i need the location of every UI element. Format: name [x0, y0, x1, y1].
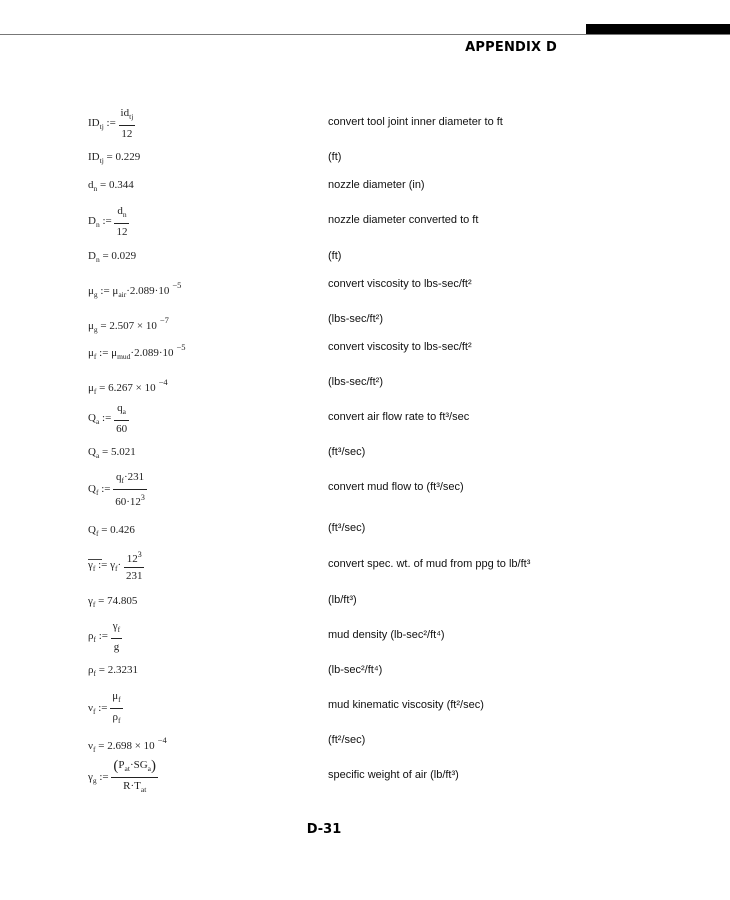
row-description: convert spec. wt. of mud from ppg to lb/ft³ — [328, 558, 531, 570]
equation-mu-f-def: $\mu_f$ := $\mu_{mud}\cdot 2.089\cdot 10$ $^{-5}$ — [88, 342, 186, 361]
header-rule — [0, 34, 730, 35]
row-description: convert mud flow to (ft³/sec) — [328, 481, 464, 493]
equation-id-tj-value: $ID_{tj} = 0.229$ — [88, 151, 141, 165]
equation-nu-f-def: $\nu_f$ := $\frac{\mu_f}{\rho_f}$ — [88, 690, 121, 725]
equation-dn-value: $d_n = 0.344$ — [88, 179, 134, 193]
equation-nu-f-value: $\nu_f = 2.698 \times 10$ $^{-4}$ — [88, 735, 167, 754]
row-description: (ft²/sec) — [328, 734, 366, 746]
equation-mu-g-value: $\mu_g = 2.507 \times 10$ $^{-7}$ — [88, 315, 169, 334]
row-description: nozzle diameter converted to ft — [328, 214, 479, 226]
equation-Qa-def: $Q_a$ := $\frac{q_a}{60}$ — [88, 402, 128, 435]
equation-rho-f-def: $\rho_f$ := $\frac{\gamma_f}{g}$ — [88, 620, 121, 653]
row-description: (lbs-sec/ft²) — [328, 313, 383, 325]
row-description: (ft³/sec) — [328, 446, 366, 458]
equation-mu-f-value: $\mu_f = 6.267 \times 10$ $^{-4}$ — [88, 377, 168, 396]
row-description: mud density (lb-sec²/ft⁴) — [328, 629, 445, 641]
row-description: convert tool joint inner diameter to ft — [328, 116, 503, 128]
equation-Dn-def: $D_n$ := $\frac{d_n}{12}$ — [88, 205, 128, 238]
equation-Dn-value: $D_n = 0.029$ — [88, 250, 137, 264]
page-number: D-31 — [306, 822, 342, 837]
row-description: convert viscosity to lbs-sec/ft² — [328, 278, 472, 290]
equation-Qf-value: $Q_f = 0.426$ — [88, 524, 135, 538]
equation-gamma-f-def: $\gamma_f$ := $\gamma_f\cdot$ $\frac{12^3}{231}$ — [88, 550, 143, 582]
equation-Qf-def: $Q_f$ := $\frac{q_f\cdot 231}{60\cdot 12^3}$ — [88, 471, 145, 508]
row-description: (ft³/sec) — [328, 522, 366, 534]
row-description: (ft) — [328, 151, 342, 163]
equation-id-tj-def: $ID_{tj}$ := $\frac{id_{tj}}{12}$ — [88, 107, 134, 140]
row-description: (ft) — [328, 250, 342, 262]
row-description: nozzle diameter (in) — [328, 179, 425, 191]
equation-mu-g-def: $\mu_g$ := $\mu_{air}\cdot 2.089\cdot 10$ $^{-5}$ — [88, 280, 182, 299]
equation-gamma-f-value: $\gamma_f = 74.805$ — [88, 595, 138, 609]
equation-Qa-value: $Q_a = 5.021$ — [88, 446, 136, 460]
equation-rho-f-value: $\rho_f = 2.3231$ — [88, 664, 138, 678]
row-description: (lb-sec²/ft⁴) — [328, 664, 383, 676]
strike-mark — [88, 559, 102, 562]
appendix-heading: APPENDIX D — [465, 40, 557, 55]
row-description: convert air flow rate to ft³/sec — [328, 411, 470, 423]
row-description: (lbs-sec/ft²) — [328, 376, 383, 388]
row-description: specific weight of air (lb/ft³) — [328, 769, 459, 781]
equation-gamma-g-def: $\gamma_g$ := $\frac{(P_{at}\cdot SG_a)}{R\cdot T_{at}}$ — [88, 758, 157, 794]
row-description: convert viscosity to lbs-sec/ft² — [328, 341, 472, 353]
row-description: (lb/ft³) — [328, 594, 357, 606]
row-description: mud kinematic viscosity (ft²/sec) — [328, 699, 484, 711]
